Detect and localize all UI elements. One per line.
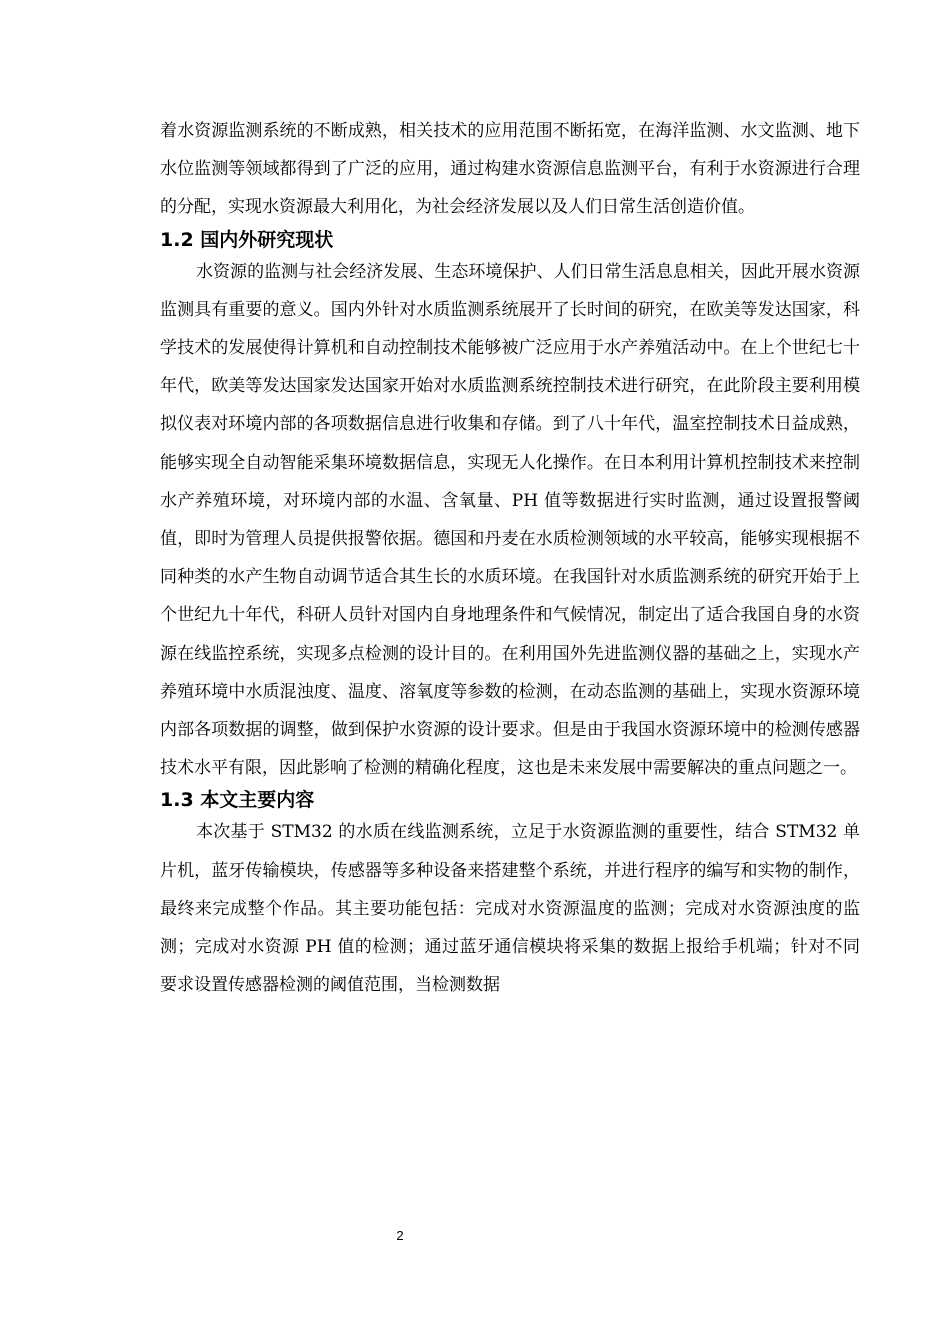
- paragraph-main-content: 本次基于 STM32 的水质在线监测系统，立足于水资源监测的重要性，结合 STM32 单片机，蓝牙传输模块，传感器等多种设备来搭建整个系统，并进行程序的编写和实物的制作，最终来完成整个作品。其主要功能包括：完成对水资源温度的监测；完成对水资源浊度的监测；完成对水资源 PH 值的检测；通过蓝牙通信模块将采集的数据上报给手机端；针对不同要求设置传感器检测的阈值范围，当检测数据: [160, 822, 860, 996]
- page-number: 2: [396, 1228, 404, 1243]
- section-heading-1-3: 1.3 本文主要内容: [160, 789, 315, 812]
- page-content: [160, 112, 860, 1004]
- section-heading-1-2: 1.2 国内外研究现状: [160, 228, 334, 251]
- paragraph-intro-continuation: 着水资源监测系统的不断成熟，相关技术的应用范围不断拓宽，在海洋监测、水文监测、地下水位监测等领域都得到了广泛的应用，通过构建水资源信息监测平台，有利于水资源进行合理的分配，实现水资源最大利用化，为社会经济发展以及人们日常生活创造价值。: [160, 121, 860, 218]
- paragraph-research-status: 水资源的监测与社会经济发展、生态环境保护、人们日常生活息息相关，因此开展水资源监测具有重要的意义。国内外针对水质监测系统展开了长时间的研究，在欧美等发达国家，科学技术的发展使得计算机和自动控制技术能够被广泛应用于水产养殖活动中。在上个世纪七十年代，欧美等发达国家发达国家开始对水质监测系统控制技术进行研究，在此阶段主要利用模拟仪表对环境内部的各项数据信息进行收集和存储。到了八十年代，温室控制技术日益成熟，能够实现全自动智能采集环境数据信息，实现无人化操作。在日本利用计算机控制技术来控制水产养殖环境，对环境内部的水温、含氧量、PH 值等数据进行实时监测，通过设置报警阈值，即时为管理人员提供报警依据。德国和丹麦在水质检测领域的水平较高，能够实现根据不同种类的水产生物自动调节适合其生长的水质环境。在我国针对水质监测系统的研究开始于上个世纪九十年代，科研人员针对国内自身地理条件和气候情况，制定出了适合我国自身的水资源在线监控系统，实现多点检测的设计目的。在利用国外先进监测仪器的基础之上，实现水产养殖环境中水质混浊度、温度、溶氧度等参数的检测，在动态监测的基础上，实现水资源环境内部各项数据的调整，做到保护水资源的设计要求。但是由于我国水资源环境中的检测传感器技术水平有限，因此影响了检测的精确化程度，这也是未来发展中需要解决的重点问题之一。: [160, 261, 860, 779]
